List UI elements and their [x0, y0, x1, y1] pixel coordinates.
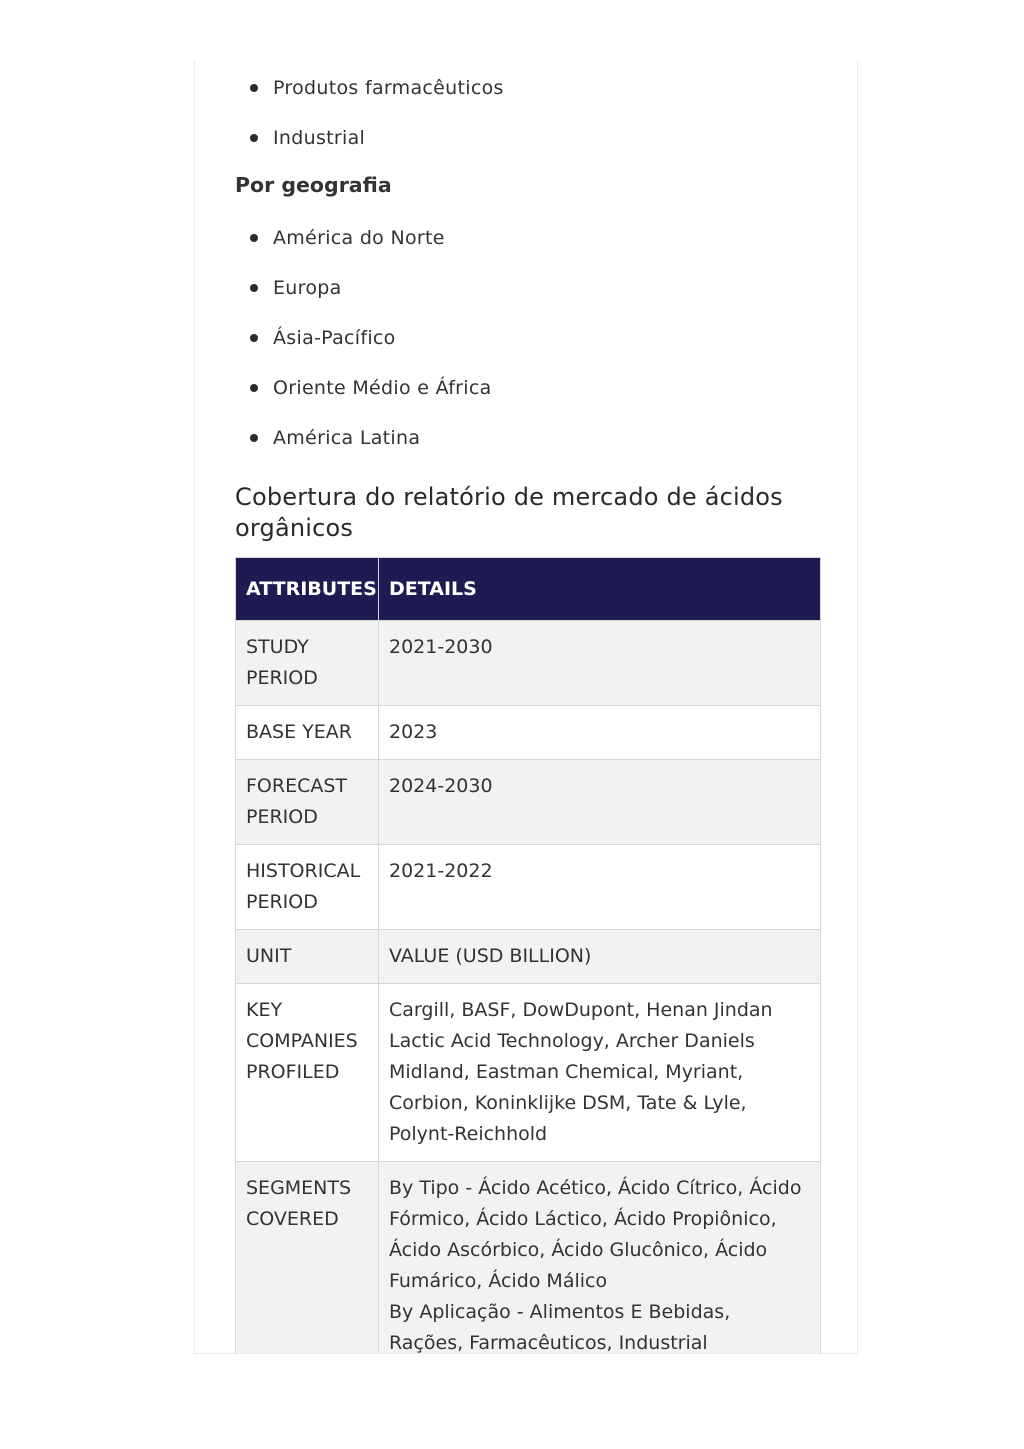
segment-by-application: By Aplicação - Alimentos E Bebidas, Rações, Farmacêuticos, Industrial: [389, 1301, 731, 1354]
attribute-cell: HISTORICAL PERIOD: [236, 845, 379, 930]
column-header-attributes: ATTRIBUTES: [236, 558, 379, 621]
table-row: [236, 621, 821, 706]
attribute-cell: UNIT: [236, 930, 379, 984]
list-item: Industrial: [235, 110, 820, 160]
geography-list: [235, 210, 820, 460]
list-item: Ásia-Pacífico: [235, 310, 820, 360]
table-header-row: [236, 558, 821, 621]
attribute-cell: KEY COMPANIES PROFILED: [236, 984, 379, 1162]
detail-cell: VALUE (USD BILLION): [379, 930, 821, 984]
detail-cell: 2024-2030: [379, 760, 821, 845]
table-row: [236, 706, 821, 760]
list-item: América Latina: [235, 410, 820, 460]
attribute-cell: SEGMENTS COVERED: [236, 1162, 379, 1355]
list-item: Oriente Médio e África: [235, 360, 820, 410]
attribute-cell: STUDY PERIOD: [236, 621, 379, 706]
table-row: [236, 760, 821, 845]
application-list: [235, 60, 820, 160]
list-item: Europa: [235, 260, 820, 310]
article-body: [235, 60, 820, 1354]
detail-cell: [379, 1162, 821, 1355]
list-item: Produtos farmacêuticos: [235, 60, 820, 110]
column-header-details: DETAILS: [379, 558, 821, 621]
report-coverage-title: Cobertura do relatório de mercado de ácidos orgânicos: [235, 483, 783, 542]
geography-heading: Por geografia: [235, 173, 392, 197]
list-item: América do Norte: [235, 210, 820, 260]
table-row: [236, 1162, 821, 1355]
segment-by-type: By Tipo - Ácido Acético, Ácido Cítrico, Ácido Fórmico, Ácido Láctico, Ácido Propiônico, Ácido Ascórbico, Ácido Glucônico, Ácido Fumárico, Ácido Málico: [389, 1177, 802, 1292]
attribute-cell: FORECAST PERIOD: [236, 760, 379, 845]
attribute-cell: BASE YEAR: [236, 706, 379, 760]
table-row: [236, 845, 821, 930]
detail-cell: Cargill, BASF, DowDupont, Henan Jindan Lactic Acid Technology, Archer Daniels Midland, Eastman Chemical, Myriant, Corbion, Koninklijke DSM, Tate & Lyle, Polynt-Reichhold: [379, 984, 821, 1162]
detail-cell: 2023: [379, 706, 821, 760]
table-row: [236, 930, 821, 984]
content-card: [194, 60, 858, 1354]
report-attributes-table: [235, 557, 821, 1354]
table-row: [236, 984, 821, 1162]
detail-cell: 2021-2030: [379, 621, 821, 706]
detail-cell: 2021-2022: [379, 845, 821, 930]
